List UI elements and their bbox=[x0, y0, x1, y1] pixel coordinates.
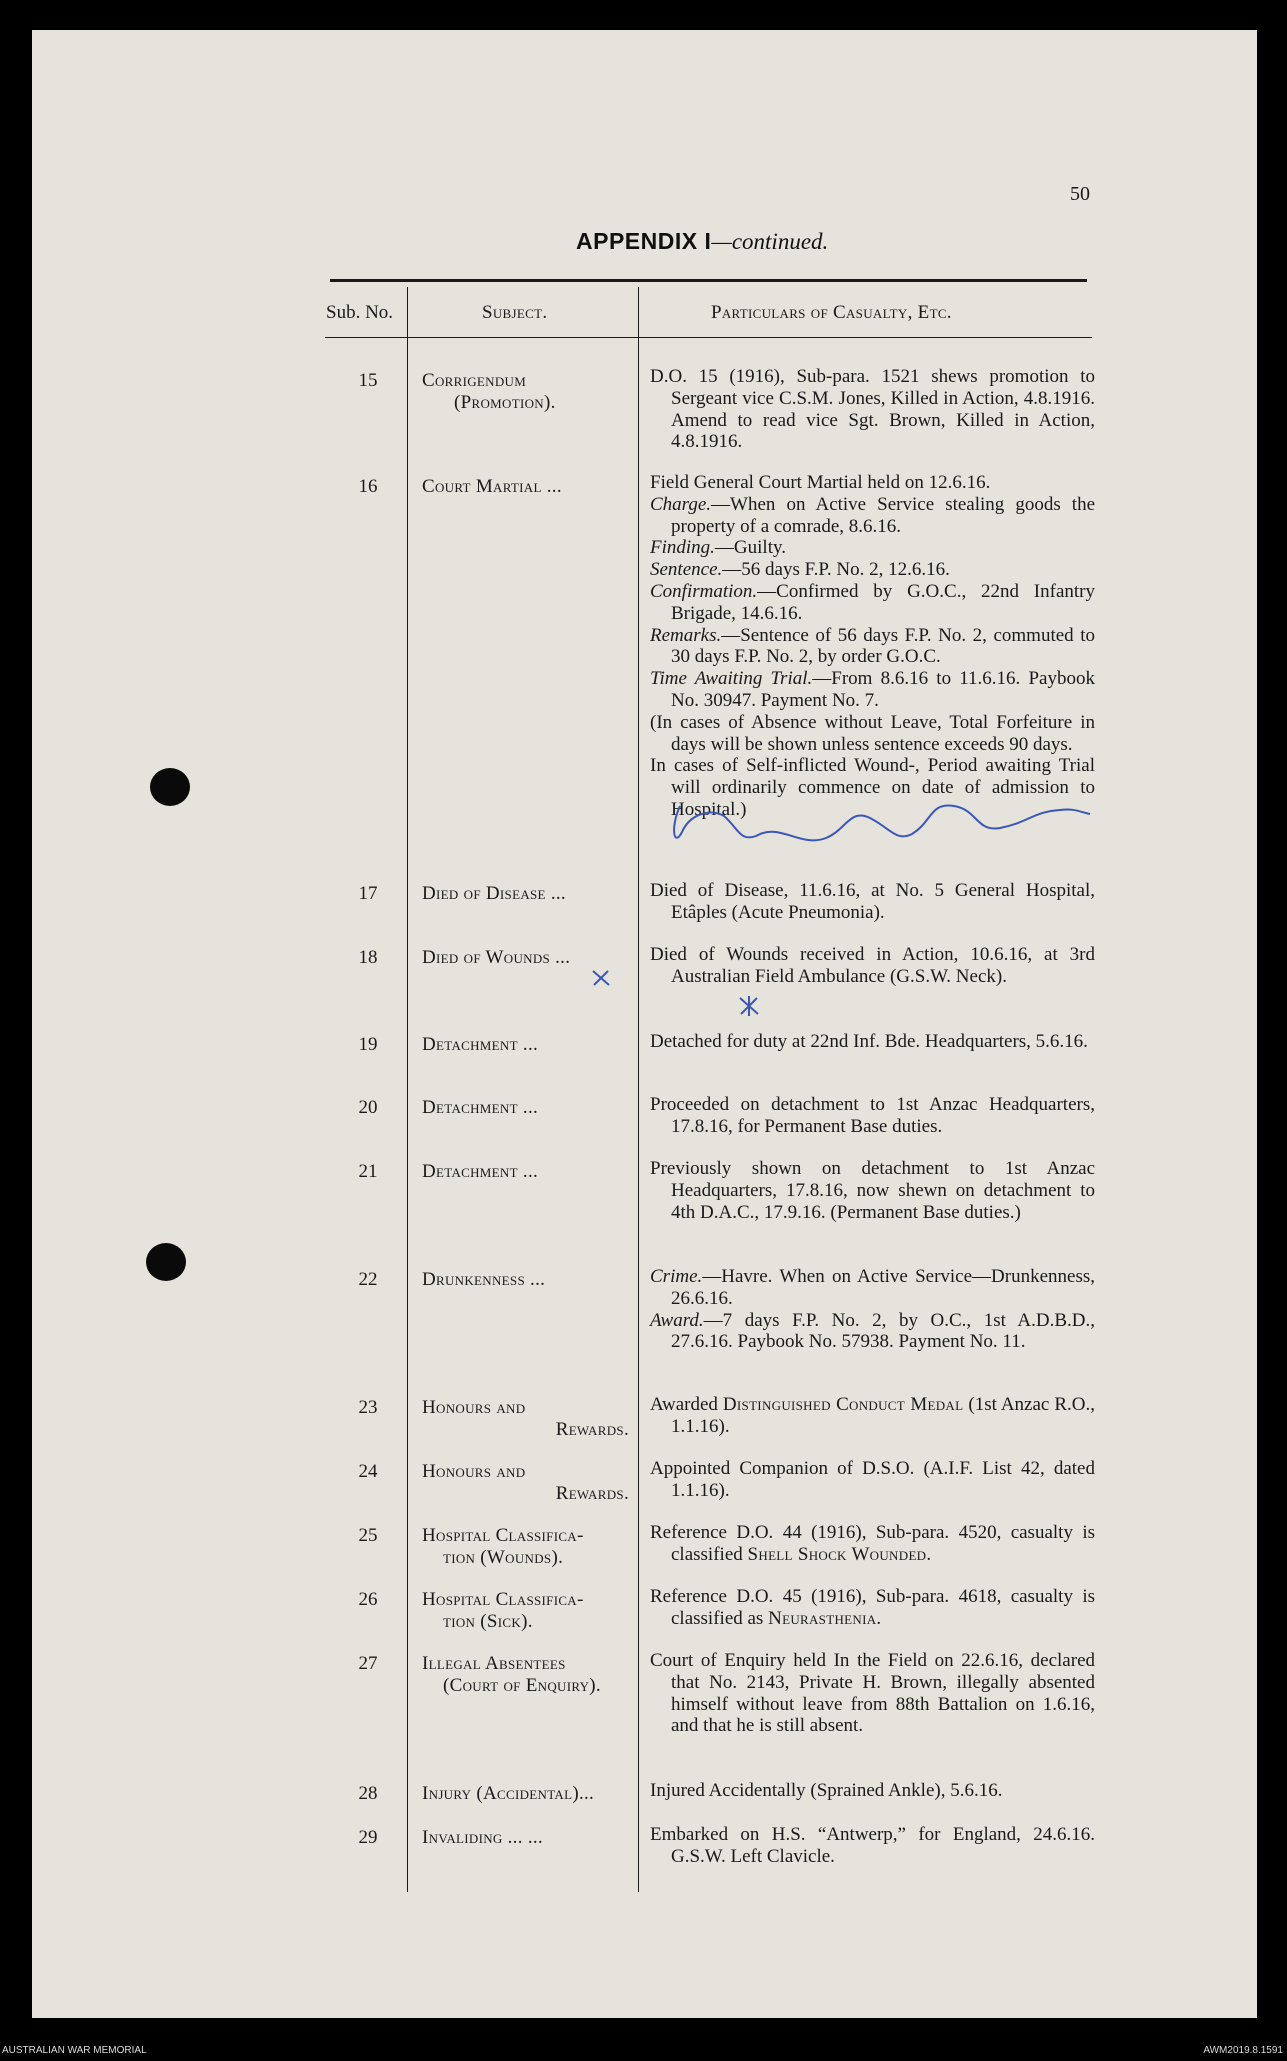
particulars-line: Field General Court Martial held on 12.6.16. bbox=[650, 472, 991, 493]
column-divider bbox=[407, 287, 408, 1892]
sub-number: 27 bbox=[358, 1653, 378, 1674]
subject: Corrigendum (Promotion). bbox=[422, 370, 556, 413]
particulars-line: Sentence.—56 days F.P. No. 2, 12.6.16. bbox=[650, 559, 950, 581]
cross-mark bbox=[590, 968, 612, 988]
sub-number: 20 bbox=[358, 1097, 378, 1118]
particulars: Reference D.O. 44 (1916), Sub-para. 4520, casualty is classified Shell Shock Wounded. bbox=[650, 1522, 1095, 1565]
footer-archive: AUSTRALIAN WAR MEMORIAL bbox=[2, 2045, 147, 2056]
pen-scribble bbox=[660, 788, 1100, 858]
punch-hole bbox=[146, 1243, 186, 1281]
particulars-line: Confirmation.—Confirmed by G.O.C., 22nd Infantry Brigade, 14.6.16. bbox=[650, 580, 1095, 624]
particulars: Awarded Distinguished Conduct Medal (1st Anzac R.O., 1.1.16). bbox=[650, 1394, 1095, 1437]
sub-number: 15 bbox=[358, 370, 378, 391]
particulars-line: Charge.—When on Active Service stealing goods the property of a comrade, 8.6.16. bbox=[650, 493, 1095, 537]
particulars: Reference D.O. 45 (1916), Sub-para. 4618, casualty is classified as Neurasthenia. bbox=[650, 1586, 1095, 1629]
subject: Died of Wounds ... bbox=[422, 947, 571, 968]
particulars: Previously shown on detachment to 1st Anzac Headquarters, 17.8.16, now shewn on detachment to 4th D.A.C., 17.9.16. (Permanent Base duties.) bbox=[650, 1158, 1095, 1223]
sub-number: 22 bbox=[358, 1269, 378, 1290]
subject: Drunkenness ... bbox=[422, 1269, 546, 1290]
particulars: Court of Enquiry held In the Field on 22.6.16, declared that No. 2143, Private H. Brown, illegally absented himself without leave from 88th Battalion on 1.6.16, and that he is still absent. bbox=[650, 1650, 1095, 1737]
subject: Injury (Accidental)... bbox=[422, 1783, 595, 1804]
title-continued: —continued. bbox=[711, 229, 829, 254]
page-number: 50 bbox=[1070, 183, 1090, 205]
particulars: Embarked on H.S. “Antwerp,” for England, 24.6.16. G.S.W. Left Clavicle. bbox=[650, 1824, 1095, 1867]
header-particulars: Particulars of Casualty, Etc. bbox=[711, 302, 952, 323]
particulars-line: (In cases of Absence without Leave, Total Forfeiture in days will be shown unless sentence exceeds 90 days. bbox=[650, 711, 1095, 755]
subject: Detachment ... bbox=[422, 1097, 539, 1118]
subject: Invaliding ... ... bbox=[422, 1827, 543, 1848]
subject: Detachment ... bbox=[422, 1161, 539, 1182]
subject: Hospital Classifica- tion (Sick). bbox=[422, 1589, 584, 1632]
sub-number: 26 bbox=[358, 1589, 378, 1610]
sub-number: 25 bbox=[358, 1525, 378, 1546]
particulars-line: Award.—7 days F.P. No. 2, by O.C., 1st A.D.B.D., 27.6.16. Paybook No. 57938. Payment No. 11. bbox=[650, 1309, 1095, 1353]
header-subject: Subject. bbox=[482, 302, 548, 323]
sub-number: 16 bbox=[358, 476, 378, 497]
particulars: Injured Accidentally (Sprained Ankle), 5.6.16. bbox=[650, 1780, 1003, 1801]
particulars-line: In cases of Self-inflicted Wound-, Period awaiting Trial will ordinarily commence on date of admission to Hospital.) bbox=[650, 755, 1095, 820]
particulars: Died of Disease, 11.6.16, at No. 5 General Hospital, Etâples (Acute Pneumonia). bbox=[650, 880, 1095, 923]
subject: Illegal Absentees (Court of Enquiry). bbox=[422, 1653, 601, 1696]
subject: Hospital Classifica- tion (Wounds). bbox=[422, 1525, 584, 1568]
subject: Honours and Rewards. bbox=[422, 1397, 629, 1440]
sub-number: 17 bbox=[358, 883, 378, 904]
particulars-line: Finding.—Guilty. bbox=[650, 537, 786, 559]
particulars-line: Time Awaiting Trial.—From 8.6.16 to 11.6.16. Paybook No. 30947. Payment No. 7. bbox=[650, 668, 1095, 711]
sub-number: 24 bbox=[358, 1461, 378, 1482]
sub-number: 18 bbox=[358, 947, 378, 968]
sub-number: 28 bbox=[358, 1783, 378, 1804]
particulars: Detached for duty at 22nd Inf. Bde. Headquarters, 5.6.16. bbox=[650, 1031, 1088, 1052]
particulars: D.O. 15 (1916), Sub-para. 1521 shews promotion to Sergeant vice C.S.M. Jones, Killed in Action, 4.8.1916. Amend to read vice Sgt. Brown, Killed in Action, 4.8.1916. bbox=[650, 366, 1095, 453]
subject: Court Martial ... bbox=[422, 476, 562, 497]
particulars bbox=[650, 1266, 1095, 1353]
punch-hole bbox=[150, 768, 190, 806]
sub-number: 21 bbox=[358, 1161, 378, 1182]
sub-number: 19 bbox=[358, 1034, 378, 1055]
particulars bbox=[650, 472, 1095, 821]
sub-number: 29 bbox=[358, 1827, 378, 1848]
asterisk-mark bbox=[736, 994, 762, 1018]
table-header-rule bbox=[325, 337, 1092, 338]
particulars: Died of Wounds received in Action, 10.6.16, at 3rd Australian Field Ambulance (G.S.W. Neck). bbox=[650, 944, 1095, 987]
particulars: Proceeded on detachment to 1st Anzac Headquarters, 17.8.16, for Permanent Base duties. bbox=[650, 1094, 1095, 1137]
particulars: Appointed Companion of D.S.O. (A.I.F. List 42, dated 1.1.16). bbox=[650, 1458, 1095, 1501]
column-divider bbox=[638, 287, 639, 1892]
sub-number: 23 bbox=[358, 1397, 378, 1418]
particulars-line: Remarks.—Sentence of 56 days F.P. No. 2, commuted to 30 days F.P. No. 2, by order G.O.C. bbox=[650, 624, 1095, 668]
subject: Died of Disease ... bbox=[422, 883, 566, 904]
footer-item-id: AWM2019.8.1591 bbox=[1203, 2045, 1283, 2056]
subject: Honours and Rewards. bbox=[422, 1461, 629, 1504]
page-title bbox=[576, 228, 828, 255]
header-sub-no: Sub. No. bbox=[326, 302, 394, 323]
subject: Detachment ... bbox=[422, 1034, 539, 1055]
particulars-line: Crime.—Havre. When on Active Service—Drunkenness, 26.6.16. bbox=[650, 1266, 1095, 1309]
title-main: APPENDIX I bbox=[576, 228, 712, 254]
table-top-rule bbox=[330, 279, 1087, 282]
